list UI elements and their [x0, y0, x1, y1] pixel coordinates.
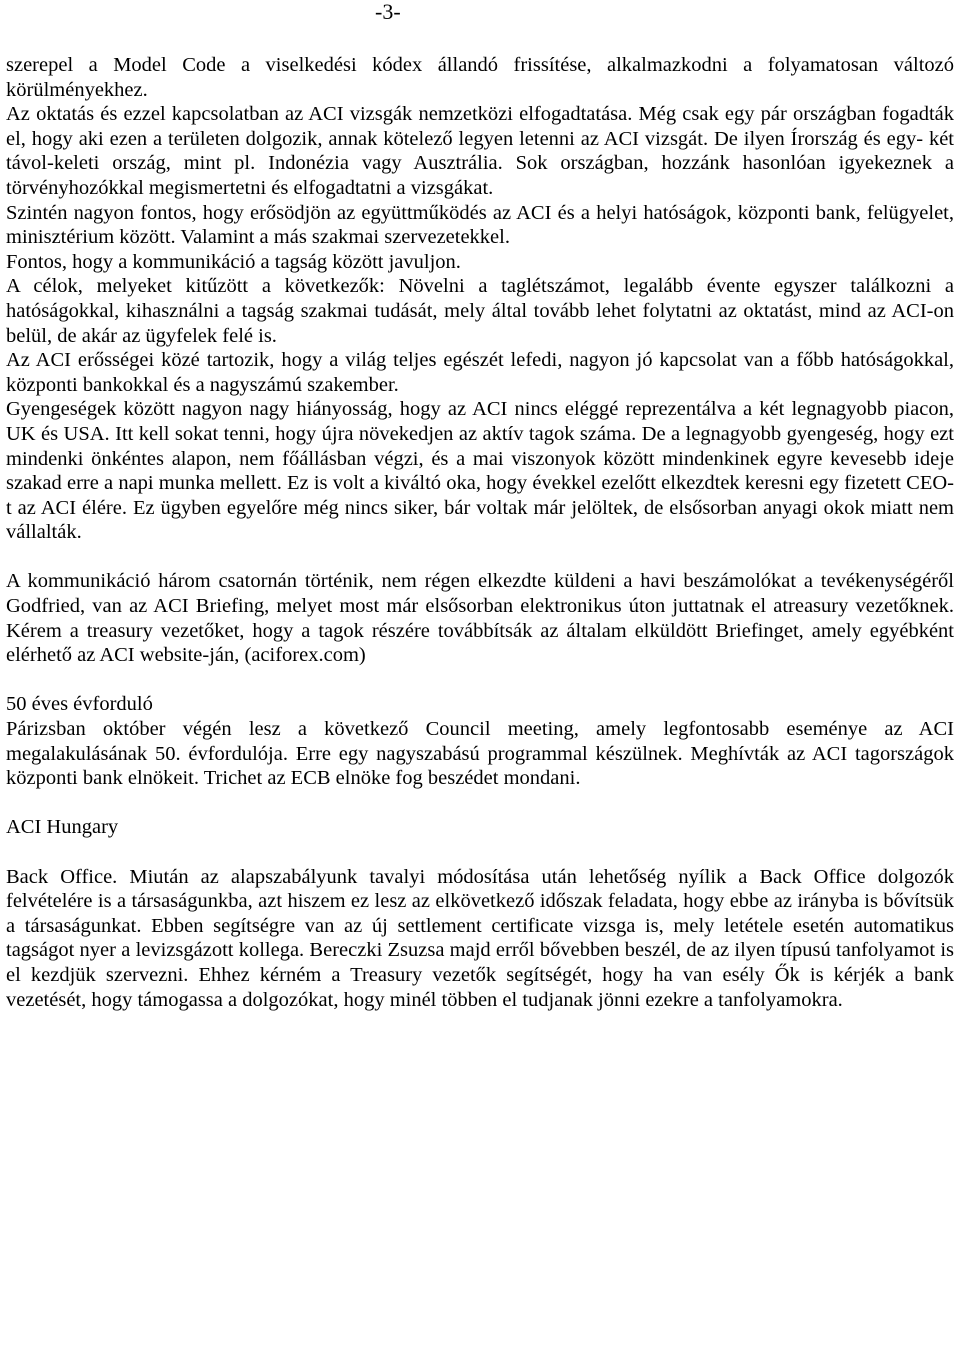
paragraph-cooperation: Szintén nagyon fontos, hogy erősödjön az együttműködés az ACI és a helyi hatóságok, központi bank, felügyelet, minisztérium között. Valamint a más szakmai szervezetekkel.	[6, 201, 954, 249]
spacer	[6, 668, 954, 693]
paragraph-communication: Fontos, hogy a kommunikáció a tagság között javuljon.	[6, 250, 461, 273]
document-body	[6, 53, 954, 1012]
spacer	[6, 545, 954, 570]
heading-aci-hungary: ACI Hungary	[6, 816, 119, 839]
paragraph-weaknesses: Gyengeségek között nagyon nagy hiányosság, hogy az ACI nincs eléggé reprezentálva a két legnagyobb piacon, UK és USA. Itt kell sokat tenni, hogy újra növekedjen az aktív tagok száma. De a legnagyobb gyengeség, hogy ezt mindenki önkéntes alapon, nem főállásban végzi, és a mai viszonyok között mindenkinek egyre kevesebb ideje szakad erre a napi munka mellett. Ez is volt a kiváltó oka, hogy évekkel ezelőtt elkezdtek keresni egy fizetett CEO-t az ACI élére. Ez ügyben egyelőre még nincs siker, bár voltak már jelöltek, de elsősorban anyagi okok miatt nem vállalták.	[6, 398, 954, 544]
paragraph-anniversary: Párizsban október végén lesz a következő Council meeting, amely legfontosabb eseménye az ACI megalakulásának 50. évfordulója. Erre egy nagyszabású programmal készülnek. Meghívták az ACI tagországok központi bank elnökeit. Trichet az ECB elnöke fog beszédet mondani.	[6, 718, 954, 790]
page-number: -3-	[375, 0, 401, 24]
spacer	[6, 840, 954, 865]
heading-anniversary: 50 éves évforduló	[6, 693, 153, 716]
paragraph-channels: A kommunikáció három csatornán történik, nem régen elkezdte küldeni a havi beszámolókat a tevékenységéről Godfried, van az ACI Briefing, melyet most már elsősorban elektronikus úton juttatnak el atreasury vezetőknek. Kérem a treasury vezetőket, hogy a tagok részére továbbítsák az általam elküldött Briefinget, amely egyébként elérhető az ACI website-ján, (aciforex.com)	[6, 570, 954, 667]
spacer	[6, 791, 954, 816]
paragraph-education: Az oktatás és ezzel kapcsolatban az ACI vizsgák nemzetközi elfogadtatása. Még csak egy pár országban fogadták el, hogy aki ezen a területen dolgozik, annak kötelező legyen letenni az ACI vizsgát. De ilyen Írország és egy- két távol-keleti ország, mint pl. Indonézia vagy Ausztrália. Sok országban, hozzánk hasonlóan igyekeznek a törvényhozókkal megismertetni és elfogadtatni a vizsgákat.	[6, 103, 954, 199]
paragraph-goals: A célok, melyeket kitűzött a következők: Növelni a taglétszámot, legalább évente egyszer találkozni a hatóságokkal, kihasználni a tagság szakmai tudását, mely által tovább lehet folytatni az oktatást, mind az ACI-on belül, de akár az ügyfelek felé is.	[6, 275, 954, 347]
paragraph-model-code: szerepel a Model Code a viselkedési kódex állandó frissítése, alkalmazkodni a folyamatosan változó körülményekhez.	[6, 54, 954, 101]
paragraph-strengths: Az ACI erősségei közé tartozik, hogy a világ teljes egészét lefedi, nagyon jó kapcsolat van a főbb hatóságokkal, központi bankokkal és a nagyszámú szakember.	[6, 349, 954, 396]
paragraph-back-office: Back Office. Miután az alapszabályunk tavalyi módosítása után lehetőség nyílik a Back Office dolgozók felvételére is a társaságunkba, azt hiszem ez lesz az elkövetkező időszak feladata, hogy ebbe az irányba is bővítsük a társaságunkat. Ebben segítségre van az új settlement certificate vizsga is, mely letétele esetén automatikus tagságot nyer a levizsgázott kollega. Bereczki Zsuzsa majd erről bővebben beszél, de az ilyen típusú tanfolyamot is el kezdjük szervezni. Ehhez kérném a Treasury vezetők segítségét, hogy ha van esély Ők is kérjék a bank vezetését, hogy támogassa a dolgozókat, hogy minél többen el tudjanak jönni ezekre a tanfolyamokra.	[6, 865, 954, 1011]
